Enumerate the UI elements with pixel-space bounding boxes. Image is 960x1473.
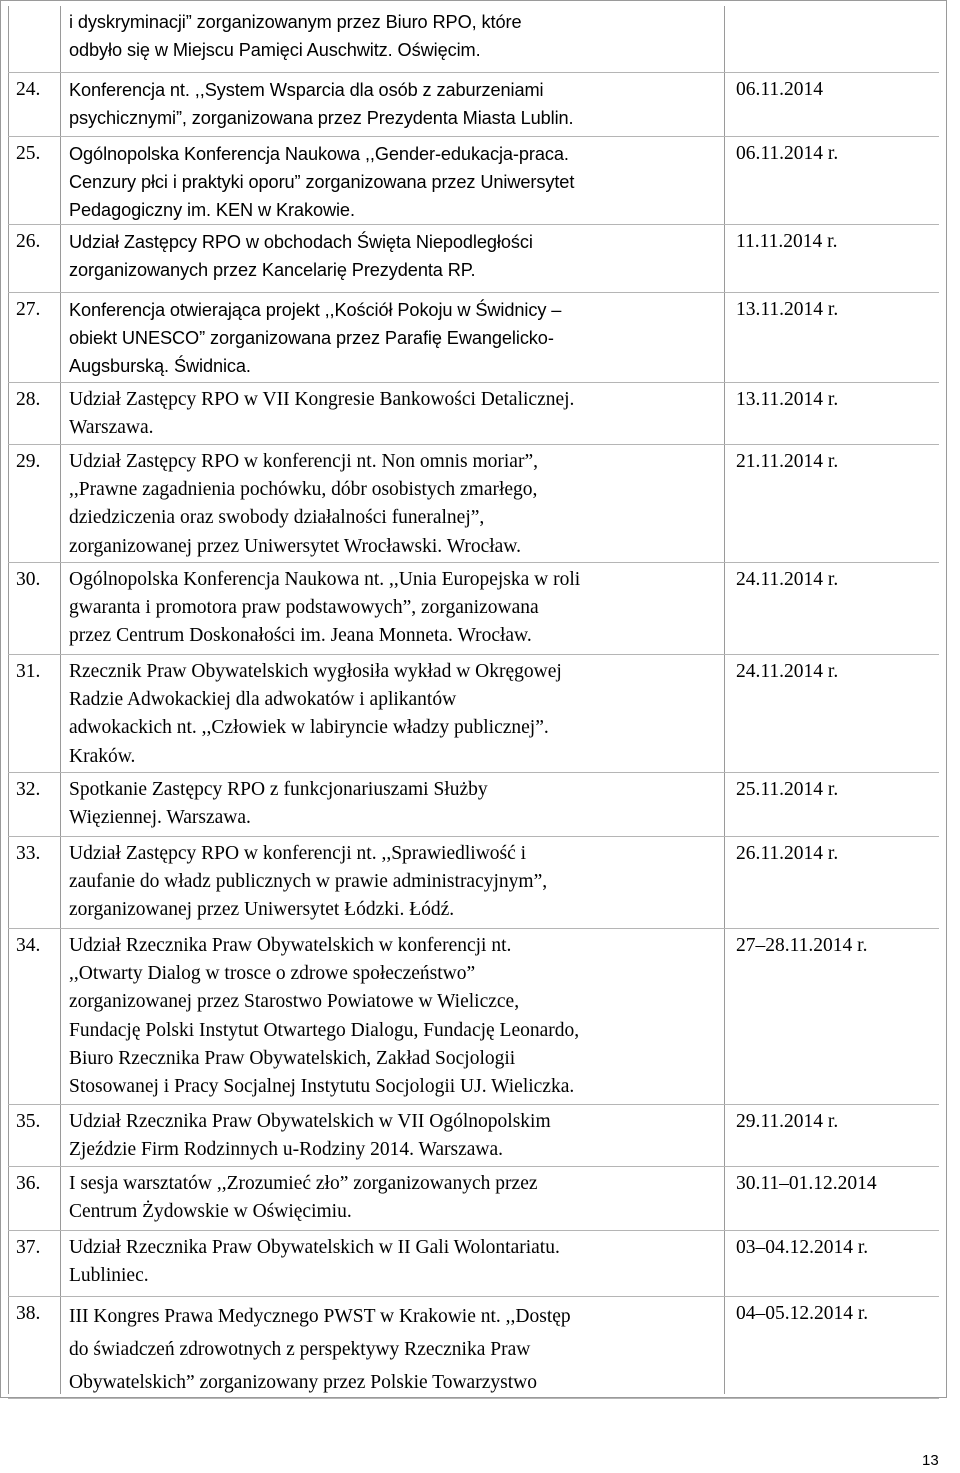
description-line: Więziennej. Warszawa.: [69, 807, 251, 829]
event-date: 30.11–01.12.2014: [736, 1173, 877, 1194]
description-line: Konferencja nt. ,,System Wsparcia dla osób z zaburzeniami: [69, 80, 544, 100]
row-divider: [8, 382, 939, 383]
description-line: Ogólnopolska Konferencja Naukowa nt. ,,Unia Europejska w roli: [69, 569, 581, 590]
event-date: 13.11.2014 r.: [736, 299, 839, 320]
row-number: 36.: [16, 1173, 41, 1194]
event-description: [69, 448, 719, 561]
row-divider: [8, 136, 939, 137]
description-line: Cenzury płci i praktyki oporu” zorganizowana przez Uniwersytet: [69, 172, 575, 193]
description-line: Pedagogiczny im. KEN w Krakowie.: [69, 200, 355, 221]
event-description: [69, 296, 719, 381]
event-description: [69, 658, 719, 771]
row-divider: [8, 654, 939, 655]
row-number: 35.: [16, 1111, 41, 1132]
description-line: Augsburską. Świdnica.: [69, 356, 251, 377]
event-date: 26.11.2014 r.: [736, 843, 839, 864]
row-number: 32.: [16, 779, 41, 800]
page-number: 13: [922, 1452, 939, 1469]
event-date: 11.11.2014 r.: [736, 231, 838, 252]
description-line: adwokackich nt. ,,Człowiek w labiryncie władzy publicznej”.: [69, 717, 549, 739]
description-line: Spotkanie Zastępcy RPO z funkcjonariuszami Służby: [69, 779, 488, 800]
row-divider: [8, 1166, 939, 1167]
event-date: 24.11.2014 r.: [736, 661, 839, 682]
description-line: zorganizowanej przez Uniwersytet Wrocławski. Wrocław.: [69, 535, 521, 557]
description-line: Ogólnopolska Konferencja Naukowa ,,Gender-edukacja-praca.: [69, 144, 569, 164]
event-date: 27–28.11.2014 r.: [736, 935, 868, 956]
description-line: ,,Prawne zagadnienia pochówku, dóbr osobistych zmarłego,: [69, 479, 538, 501]
description-line: Udział Zastępcy RPO w konferencji nt. ,,Sprawiedliwość i: [69, 843, 527, 864]
description-line: i dyskryminacji” zorganizowanym przez Biuro RPO, które: [69, 12, 522, 32]
row-number: 34.: [16, 935, 41, 956]
description-line: zorganizowanej przez Starostwo Powiatowe w Wieliczce,: [69, 991, 520, 1013]
description-line: psychicznymi”, zorganizowana przez Prezydenta Miasta Lublin.: [69, 108, 574, 129]
column-divider: [60, 6, 61, 1394]
description-line: Kraków.: [69, 745, 136, 767]
description-line: Udział Rzecznika Praw Obywatelskich w VII Ogólnopolskim: [69, 1111, 551, 1132]
description-line: I sesja warsztatów ,,Zrozumieć zło” zorganizowanych przez: [69, 1173, 538, 1194]
event-description: [69, 840, 719, 925]
row-divider: [8, 836, 939, 837]
continued-description: [69, 8, 719, 64]
event-description: [69, 1300, 719, 1399]
description-line: ,,Otwarty Dialog w trosce o zdrowe społeczeństwo”: [69, 963, 476, 985]
row-number: 33.: [16, 843, 41, 864]
event-date: 06.11.2014 r.: [736, 143, 839, 164]
description-line: Stosowanej i Pracy Socjalnej Instytutu Socjologii UJ. Wieliczka.: [69, 1076, 575, 1098]
description-line: dziedziczenia oraz swobody działalności funeralnej”,: [69, 507, 485, 529]
event-date: 25.11.2014 r.: [736, 779, 839, 800]
row-divider: [8, 772, 939, 773]
description-line: zorganizowanych przez Kancelarię Prezydenta RP.: [69, 260, 476, 281]
description-line: do świadczeń zdrowotnych z perspektywy Rzecznika Praw: [69, 1339, 531, 1360]
row-divider: [8, 1296, 939, 1297]
description-line: zaufanie do władz publicznych w prawie administracyjnym”,: [69, 871, 548, 893]
row-number: 27.: [16, 299, 41, 320]
row-number: 29.: [16, 451, 41, 472]
description-line: Biuro Rzecznika Praw Obywatelskich, Zakład Socjologii: [69, 1047, 516, 1069]
row-number: 30.: [16, 569, 41, 590]
description-line: Udział Rzecznika Praw Obywatelskich w II Gali Wolontariatu.: [69, 1237, 560, 1258]
description-line: Lubliniec.: [69, 1265, 149, 1287]
row-number: 31.: [16, 661, 41, 682]
description-line: Zjeździe Firm Rodzinnych u-Rodziny 2014. Warszawa.: [69, 1139, 503, 1161]
event-date: 24.11.2014 r.: [736, 569, 839, 590]
row-divider: [8, 1104, 939, 1105]
row-number: 28.: [16, 389, 41, 410]
row-divider: [8, 928, 939, 929]
description-line: odbyło się w Miejscu Pamięci Auschwitz. Oświęcim.: [69, 40, 481, 61]
description-line: Udział Rzecznika Praw Obywatelskich w konferencji nt.: [69, 935, 512, 956]
description-line: gwaranta i promotora praw podstawowych”, zorganizowana: [69, 597, 539, 619]
row-number: 37.: [16, 1237, 41, 1258]
event-description: [69, 1234, 719, 1290]
description-line: Warszawa.: [69, 417, 154, 439]
event-date: 04–05.12.2014 r.: [736, 1303, 869, 1324]
column-divider: [8, 6, 9, 1394]
event-date: 06.11.2014: [736, 79, 824, 100]
row-divider: [8, 1230, 939, 1231]
description-line: III Kongres Prawa Medycznego PWST w Krakowie nt. ,,Dostęp: [69, 1306, 571, 1327]
row-number: 26.: [16, 231, 41, 252]
event-description: [69, 228, 719, 284]
description-line: Rzecznik Praw Obywatelskich wygłosiła wykład w Okręgowej: [69, 661, 562, 682]
row-number: 25.: [16, 143, 41, 164]
description-line: przez Centrum Doskonałości im. Jeana Monneta. Wrocław.: [69, 625, 532, 647]
description-line: Radzie Adwokackiej dla adwokatów i aplikantów: [69, 689, 457, 711]
description-line: Udział Zastępcy RPO w VII Kongresie Bankowości Detalicznej.: [69, 389, 575, 410]
description-line: Obywatelskich” zorganizowany przez Polskie Towarzystwo: [69, 1372, 537, 1393]
description-line: obiekt UNESCO” zorganizowana przez Parafię Ewangelicko-: [69, 328, 554, 349]
row-divider: [8, 292, 939, 293]
description-line: Udział Zastępcy RPO w obchodach Święta Niepodległości: [69, 232, 533, 252]
row-divider: [8, 72, 939, 73]
event-description: [69, 776, 719, 832]
event-description: [69, 1170, 719, 1226]
row-number: 38.: [16, 1303, 41, 1324]
description-line: Konferencja otwierająca projekt ,,Kościół Pokoju w Świdnicy –: [69, 300, 562, 320]
event-description: [69, 566, 719, 651]
event-description: [69, 932, 719, 1101]
event-description: [69, 140, 719, 225]
row-number: 24.: [16, 79, 41, 100]
event-description: [69, 386, 719, 442]
event-date: 13.11.2014 r.: [736, 389, 839, 410]
event-description: [69, 76, 719, 132]
row-divider: [8, 444, 939, 445]
row-divider: [8, 562, 939, 563]
description-line: zorganizowanej przez Uniwersytet Łódzki. Łódź.: [69, 899, 455, 921]
description-line: Centrum Żydowskie w Oświęcimiu.: [69, 1201, 352, 1223]
event-date: 03–04.12.2014 r.: [736, 1237, 869, 1258]
column-divider: [724, 6, 725, 1394]
description-line: Udział Zastępcy RPO w konferencji nt. Non omnis moriar”,: [69, 451, 538, 472]
event-description: [69, 1108, 719, 1164]
description-line: Fundację Polski Instytut Otwartego Dialogu, Fundację Leonardo,: [69, 1019, 580, 1041]
event-date: 21.11.2014 r.: [736, 451, 839, 472]
event-date: 29.11.2014 r.: [736, 1111, 839, 1132]
